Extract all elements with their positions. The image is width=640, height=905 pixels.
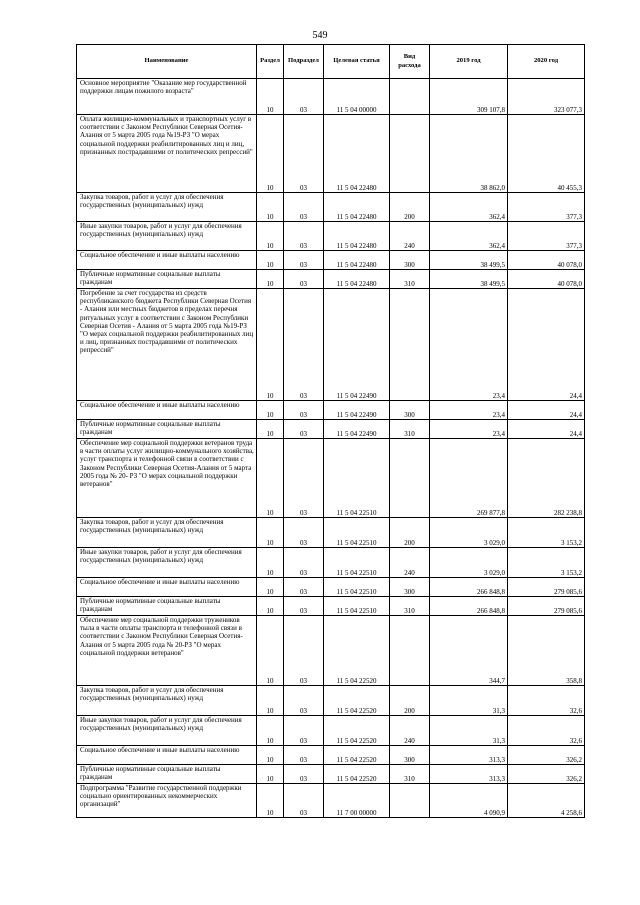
row-expense-type: 240: [390, 548, 430, 578]
row-amount-2020: 3 153,2: [508, 518, 585, 548]
table-row: [77, 79, 585, 115]
header-2019: 2019 год: [430, 45, 508, 79]
row-section: 10: [257, 746, 284, 765]
row-name: Социальное обеспечение и иные выплаты населению: [77, 746, 257, 765]
row-amount-2020: 4 258,6: [508, 784, 585, 818]
row-amount-2019: 362,4: [430, 193, 508, 222]
table-row: [77, 518, 585, 548]
row-subsection: 03: [284, 420, 324, 439]
row-target-article: 11 5 04 22480: [324, 193, 390, 222]
row-amount-2020: 377,3: [508, 193, 585, 222]
row-section: 10: [257, 289, 284, 401]
table-row: [77, 420, 585, 439]
row-expense-type: [390, 115, 430, 193]
row-subsection: 03: [284, 115, 324, 193]
row-name: Иные закупки товаров, работ и услуг для обеспечения государственных (муниципальных) нужд: [77, 716, 257, 746]
row-amount-2020: 32,6: [508, 716, 585, 746]
row-section: 10: [257, 616, 284, 686]
row-amount-2019: 23,4: [430, 401, 508, 420]
row-amount-2019: 3 029,0: [430, 518, 508, 548]
row-target-article: 11 5 04 22480: [324, 270, 390, 289]
row-name: Иные закупки товаров, работ и услуг для обеспечения государственных (муниципальных) нужд: [77, 548, 257, 578]
row-name: Публичные нормативные социальные выплаты гражданам: [77, 420, 257, 439]
row-name: Оплата жилищно-коммунальных и транспортных услуг в соответствии с Законом Республики Северная Осетия-Алания от 5 марта 2005 года №19-РЗ "О мерах социальной поддержки реабилитированных лиц и лиц, признанных пострадавшими от политических репрессий": [77, 115, 257, 193]
page-number: 549: [312, 30, 328, 41]
row-expense-type: 200: [390, 686, 430, 716]
table-row: [77, 616, 585, 686]
row-subsection: 03: [284, 79, 324, 115]
header-expense-type: Вид расхода: [390, 45, 430, 79]
table-row: [77, 716, 585, 746]
row-section: 10: [257, 270, 284, 289]
row-amount-2020: 24,4: [508, 289, 585, 401]
row-name: Публичные нормативные социальные выплаты гражданам: [77, 597, 257, 616]
row-subsection: 03: [284, 222, 324, 251]
row-target-article: 11 5 04 22510: [324, 518, 390, 548]
row-expense-type: 300: [390, 746, 430, 765]
row-amount-2019: 362,4: [430, 222, 508, 251]
row-target-article: 11 5 04 22490: [324, 420, 390, 439]
row-target-article: 11 5 04 00000: [324, 79, 390, 115]
row-expense-type: [390, 616, 430, 686]
row-amount-2020: 40 455,3: [508, 115, 585, 193]
row-subsection: 03: [284, 686, 324, 716]
row-subsection: 03: [284, 439, 324, 518]
row-section: 10: [257, 716, 284, 746]
row-expense-type: 300: [390, 251, 430, 270]
row-target-article: 11 5 04 22480: [324, 222, 390, 251]
row-amount-2019: 266 848,8: [430, 597, 508, 616]
row-expense-type: [390, 439, 430, 518]
table-row: [77, 746, 585, 765]
row-subsection: 03: [284, 784, 324, 818]
row-amount-2019: 38 499,5: [430, 251, 508, 270]
row-name: Иные закупки товаров, работ и услуг для обеспечения государственных (муниципальных) нужд: [77, 222, 257, 251]
table-row: [77, 439, 585, 518]
row-expense-type: 300: [390, 401, 430, 420]
header-name: Наименование: [77, 45, 257, 79]
row-section: 10: [257, 578, 284, 597]
row-amount-2019: 313,3: [430, 746, 508, 765]
row-amount-2019: 3 029,0: [430, 548, 508, 578]
row-subsection: 03: [284, 578, 324, 597]
row-subsection: 03: [284, 518, 324, 548]
row-subsection: 03: [284, 193, 324, 222]
table-row: [77, 193, 585, 222]
row-subsection: 03: [284, 401, 324, 420]
row-name: Социальное обеспечение и иные выплаты населению: [77, 578, 257, 597]
row-target-article: 11 5 04 22510: [324, 597, 390, 616]
row-amount-2019: 266 848,8: [430, 578, 508, 597]
row-subsection: 03: [284, 548, 324, 578]
row-section: 10: [257, 401, 284, 420]
row-amount-2020: 24,4: [508, 420, 585, 439]
row-name: Социальное обеспечение и иные выплаты населению: [77, 251, 257, 270]
table-row: [77, 115, 585, 193]
budget-table: [76, 44, 585, 818]
row-amount-2019: 23,4: [430, 420, 508, 439]
row-expense-type: 310: [390, 765, 430, 784]
row-expense-type: 240: [390, 716, 430, 746]
row-amount-2019: 313,3: [430, 765, 508, 784]
row-expense-type: 200: [390, 193, 430, 222]
table-row: [77, 401, 585, 420]
row-amount-2020: 279 085,6: [508, 597, 585, 616]
row-subsection: 03: [284, 251, 324, 270]
row-name: Закупка товаров, работ и услуг для обеспечения государственных (муниципальных) нужд: [77, 686, 257, 716]
table-row: [77, 270, 585, 289]
table-row: [77, 548, 585, 578]
row-amount-2019: 31,3: [430, 716, 508, 746]
row-section: 10: [257, 765, 284, 784]
row-name: Обеспечение мер социальной поддержки ветеранов труда в части оплаты услуг жилищно-коммунального хозяйства, услуг транспорта и телефонной связи в соответствии с Законом Республики Северная Осетия-Алания от 5 марта 2005 года № 20- РЗ "О мерах социальной поддержки ветеранов": [77, 439, 257, 518]
row-subsection: 03: [284, 597, 324, 616]
row-name: Обеспечение мер социальной поддержки тружеников тыла в части оплаты транспорта и телефонной связи в соответствии с Законом Республики Северная Осетия-Алания от 5 марта 2005 года № 20-РЗ "О мерах социальной поддержки ветеранов": [77, 616, 257, 686]
row-amount-2020: 279 085,6: [508, 578, 585, 597]
row-expense-type: 200: [390, 518, 430, 548]
row-section: 10: [257, 222, 284, 251]
row-expense-type: [390, 289, 430, 401]
row-target-article: 11 5 04 22520: [324, 765, 390, 784]
row-amount-2020: 377,3: [508, 222, 585, 251]
row-name: Погребение за счет государства из средств республиканского бюджета Республики Северная Осетия - Алания или местных бюджетов в пределах перечня ритуальных услуг в соответствии с Законом Республики Северная Осетия - Алания от 5 марта 2005 года №19-РЗ "О мерах социальной поддержки реабилитированных лиц и лиц, признанных пострадавшими от политических репрессий": [77, 289, 257, 401]
row-amount-2019: 4 090,9: [430, 784, 508, 818]
row-name: Основное мероприятие "Оказание мер государственной поддержки лицам пожилого возраста": [77, 79, 257, 115]
row-section: 10: [257, 115, 284, 193]
row-target-article: 11 5 04 22520: [324, 686, 390, 716]
row-amount-2020: 40 078,0: [508, 251, 585, 270]
row-subsection: 03: [284, 289, 324, 401]
row-amount-2020: 282 238,8: [508, 439, 585, 518]
row-expense-type: 310: [390, 270, 430, 289]
row-section: 10: [257, 439, 284, 518]
row-target-article: 11 5 04 22490: [324, 289, 390, 401]
header-target-article: Целевая статья: [324, 45, 390, 79]
row-expense-type: 310: [390, 597, 430, 616]
row-name: Подпрограмма "Развитие государственной поддержки социально ориентированных некоммерческих организаций": [77, 784, 257, 818]
row-expense-type: 310: [390, 420, 430, 439]
row-target-article: 11 7 00 00000: [324, 784, 390, 818]
row-amount-2019: 38 499,5: [430, 270, 508, 289]
row-name: Публичные нормативные социальные выплаты гражданам: [77, 765, 257, 784]
row-amount-2020: 3 153,2: [508, 548, 585, 578]
header-section: Раздел: [257, 45, 284, 79]
row-target-article: 11 5 04 22520: [324, 716, 390, 746]
row-expense-type: 240: [390, 222, 430, 251]
row-amount-2020: 358,8: [508, 616, 585, 686]
row-name: Публичные нормативные социальные выплаты гражданам: [77, 270, 257, 289]
row-section: 10: [257, 784, 284, 818]
row-amount-2020: 326,2: [508, 746, 585, 765]
row-section: 10: [257, 597, 284, 616]
table-row: [77, 289, 585, 401]
table-row: [77, 686, 585, 716]
row-expense-type: 300: [390, 578, 430, 597]
row-subsection: 03: [284, 270, 324, 289]
row-expense-type: [390, 784, 430, 818]
row-name: Социальное обеспечение и иные выплаты населению: [77, 401, 257, 420]
header-2020: 2020 год: [508, 45, 585, 79]
row-name: Закупка товаров, работ и услуг для обеспечения государственных (муниципальных) нужд: [77, 193, 257, 222]
row-amount-2019: 309 107,8: [430, 79, 508, 115]
row-amount-2020: 326,2: [508, 765, 585, 784]
header-subsection: Подраздел: [284, 45, 324, 79]
row-section: 10: [257, 79, 284, 115]
row-target-article: 11 5 04 22510: [324, 578, 390, 597]
row-target-article: 11 5 04 22490: [324, 401, 390, 420]
row-amount-2020: 24,4: [508, 401, 585, 420]
table-row: [77, 765, 585, 784]
row-subsection: 03: [284, 765, 324, 784]
table-row: [77, 578, 585, 597]
table-row: [77, 251, 585, 270]
row-amount-2020: 323 077,3: [508, 79, 585, 115]
row-expense-type: [390, 79, 430, 115]
row-target-article: 11 5 04 22510: [324, 439, 390, 518]
row-amount-2020: 32,6: [508, 686, 585, 716]
row-section: 10: [257, 686, 284, 716]
table-row: [77, 222, 585, 251]
row-amount-2019: 31,3: [430, 686, 508, 716]
row-name: Закупка товаров, работ и услуг для обеспечения государственных (муниципальных) нужд: [77, 518, 257, 548]
table-body: [77, 79, 585, 818]
row-section: 10: [257, 193, 284, 222]
row-subsection: 03: [284, 746, 324, 765]
row-target-article: 11 5 04 22520: [324, 746, 390, 765]
row-subsection: 03: [284, 716, 324, 746]
row-amount-2019: 23,4: [430, 289, 508, 401]
row-target-article: 11 5 04 22480: [324, 115, 390, 193]
row-target-article: 11 5 04 22510: [324, 548, 390, 578]
row-section: 10: [257, 420, 284, 439]
table-row: [77, 784, 585, 818]
row-subsection: 03: [284, 616, 324, 686]
row-section: 10: [257, 251, 284, 270]
row-amount-2019: 38 862,0: [430, 115, 508, 193]
row-amount-2019: 269 877,8: [430, 439, 508, 518]
row-amount-2020: 40 078,0: [508, 270, 585, 289]
row-target-article: 11 5 04 22520: [324, 616, 390, 686]
header-row: [77, 45, 585, 79]
table-row: [77, 597, 585, 616]
row-section: 10: [257, 518, 284, 548]
row-target-article: 11 5 04 22480: [324, 251, 390, 270]
row-amount-2019: 344,7: [430, 616, 508, 686]
row-section: 10: [257, 548, 284, 578]
